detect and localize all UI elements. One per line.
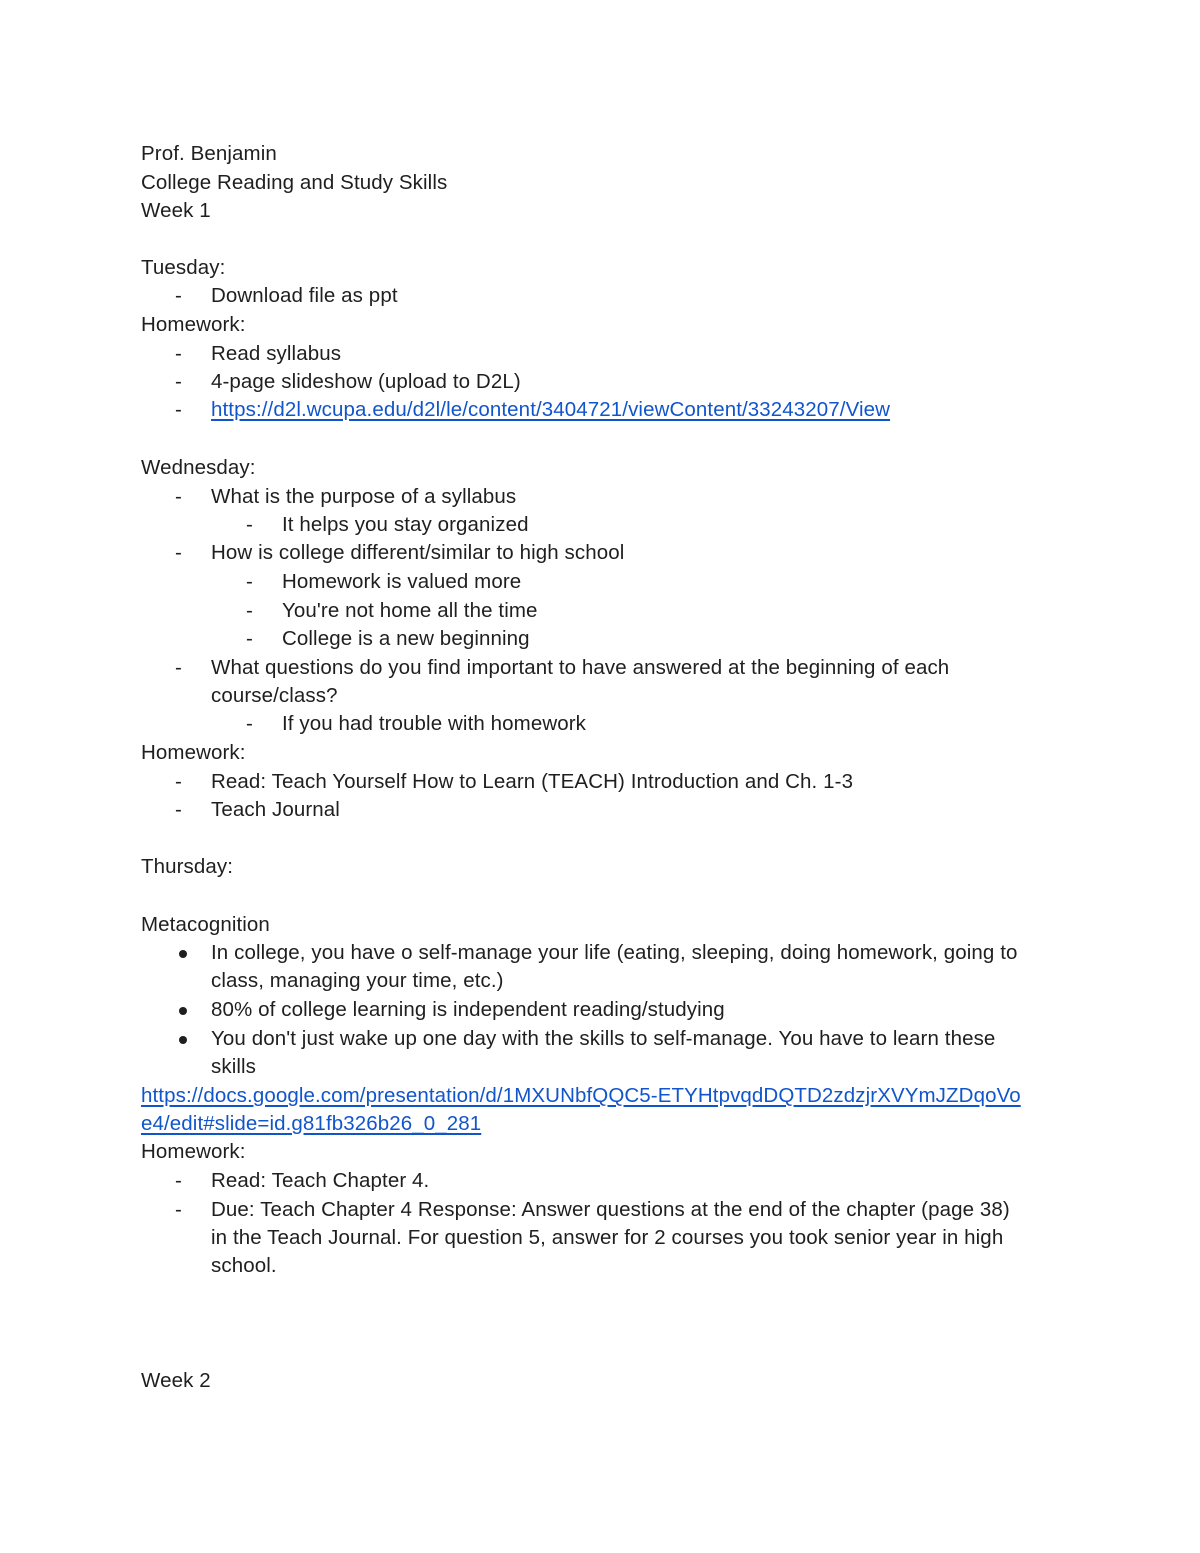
list-item: Teach Journal <box>211 798 340 821</box>
homework-heading: Homework: <box>141 313 246 336</box>
d2l-content-link[interactable]: https://d2l.wcupa.edu/d2l/le/content/3404721/viewContent/33243207/View <box>211 398 891 421</box>
dash-marker: - <box>246 712 253 735</box>
dash-marker: - <box>175 485 182 508</box>
google-slides-link[interactable]: https://docs.google.com/presentation/d/1MXUNbfQQC5-ETYHtpvqdDQTD2zdzjrXVYmJZDqoVo <box>141 1084 1021 1107</box>
list-item: Due: Teach Chapter 4 Response: Answer questions at the end of the chapter (page 38) <box>211 1198 1010 1221</box>
list-item: How is college different/similar to high school <box>211 541 625 564</box>
list-item: You don't just wake up one day with the skills to self-manage. You have to learn these <box>211 1027 996 1050</box>
dash-marker: - <box>175 398 182 421</box>
topic-heading: Metacognition <box>141 913 270 936</box>
dash-marker: - <box>175 370 182 393</box>
list-item: 4-page slideshow (upload to D2L) <box>211 370 521 393</box>
list-item: Download file as ppt <box>211 284 398 307</box>
dash-marker: - <box>175 342 182 365</box>
list-item: 80% of college learning is independent reading/studying <box>211 998 725 1021</box>
homework-heading: Homework: <box>141 741 246 764</box>
bullet-dot <box>179 1007 187 1015</box>
bullet-dot <box>179 1036 187 1044</box>
dash-marker: - <box>175 284 182 307</box>
dash-marker: - <box>246 627 253 650</box>
week-heading: Week 1 <box>141 199 211 222</box>
list-item: Read syllabus <box>211 342 342 365</box>
dash-marker: - <box>246 599 253 622</box>
list-item: Read: Teach Yourself How to Learn (TEACH) Introduction and Ch. 1-3 <box>211 770 854 793</box>
tuesday-heading: Tuesday: <box>141 256 226 279</box>
list-item: It helps you stay organized <box>282 513 529 536</box>
list-item: In college, you have o self-manage your life (eating, sleeping, doing homework, going to <box>211 941 1018 964</box>
list-item: What questions do you find important to have answered at the beginning of each <box>211 656 950 679</box>
dash-marker: - <box>175 656 182 679</box>
list-item-continuation: course/class? <box>211 684 338 707</box>
list-item-continuation: skills <box>211 1055 257 1078</box>
dash-marker: - <box>175 770 182 793</box>
week-2-heading: Week 2 <box>141 1369 211 1392</box>
list-item: College is a new beginning <box>282 627 530 650</box>
dash-marker: - <box>175 798 182 821</box>
dash-marker: - <box>175 541 182 564</box>
dash-marker: - <box>246 513 253 536</box>
list-item: What is the purpose of a syllabus <box>211 485 517 508</box>
dash-marker: - <box>175 1198 182 1221</box>
list-item: Read: Teach Chapter 4. <box>211 1169 430 1192</box>
homework-heading: Homework: <box>141 1140 246 1163</box>
bullet-dot <box>179 950 187 958</box>
list-item: If you had trouble with homework <box>282 712 587 735</box>
dash-marker: - <box>246 570 253 593</box>
professor-name: Prof. Benjamin <box>141 142 277 165</box>
dash-marker: - <box>175 1169 182 1192</box>
list-item-continuation: in the Teach Journal. For question 5, answer for 2 courses you took senior year in high <box>211 1226 1004 1249</box>
google-slides-link-continuation[interactable]: e4/edit#slide=id.g81fb326b26_0_281 <box>141 1112 482 1135</box>
list-item: Homework is valued more <box>282 570 522 593</box>
thursday-heading: Thursday: <box>141 855 234 878</box>
list-item-continuation: class, managing your time, etc.) <box>211 969 504 992</box>
list-item: You're not home all the time <box>282 599 538 622</box>
course-title: College Reading and Study Skills <box>141 171 448 194</box>
list-item-continuation: school. <box>211 1254 277 1277</box>
wednesday-heading: Wednesday: <box>141 456 256 479</box>
